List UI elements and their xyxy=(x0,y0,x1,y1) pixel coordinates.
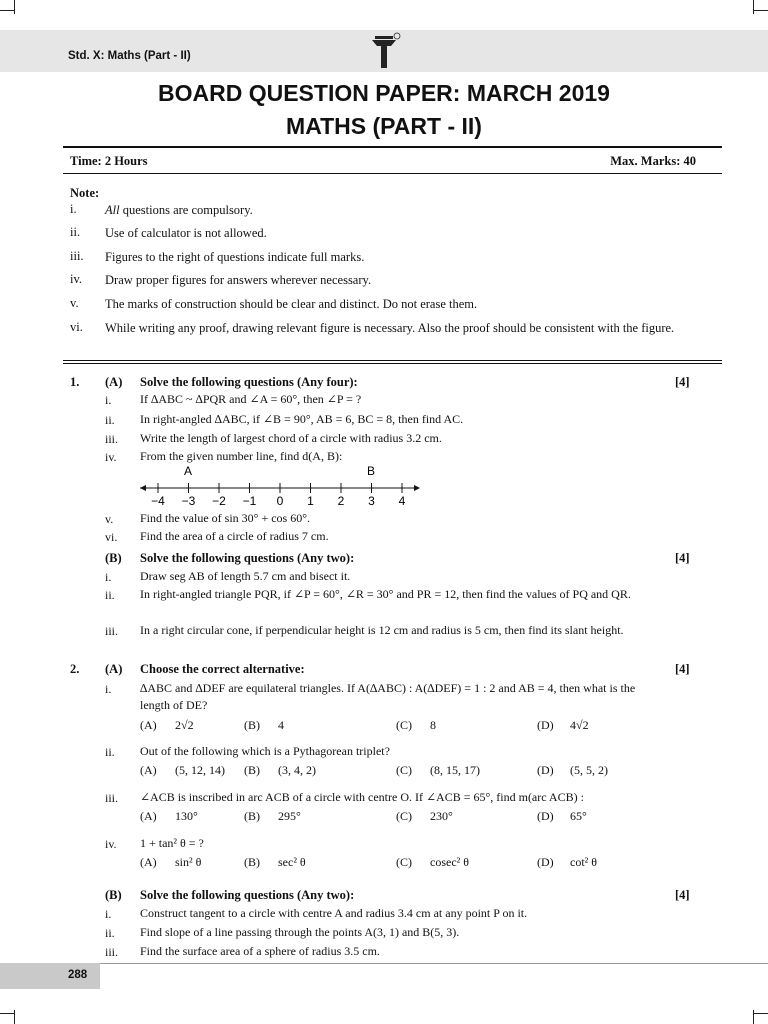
option-label: (A) xyxy=(140,855,157,869)
section-heading: Solve the following questions (Any two): xyxy=(140,888,355,902)
item-number: ii. xyxy=(105,745,115,759)
option-label: (A) xyxy=(140,763,157,777)
book-title: Std. X: Maths (Part - II) xyxy=(68,50,191,62)
item-number: vi. xyxy=(105,530,118,544)
divider xyxy=(63,146,722,148)
divider xyxy=(63,173,722,174)
section-heading: Choose the correct alternative: xyxy=(140,662,305,676)
question-text: From the given number line, find d(A, B): xyxy=(140,449,343,463)
item-number: iii. xyxy=(105,624,119,638)
crop-mark xyxy=(754,10,768,11)
option-label: (A) xyxy=(140,718,157,732)
note-number: ii. xyxy=(70,225,81,239)
note-number: i. xyxy=(70,202,77,216)
section-label: (B) xyxy=(105,888,122,902)
question-number: 2. xyxy=(70,662,80,676)
option-label: (C) xyxy=(396,718,412,732)
item-number: iv. xyxy=(105,837,117,851)
paper-title: BOARD QUESTION PAPER: MARCH 2019 xyxy=(158,80,610,106)
marks-badge: [4] xyxy=(675,888,690,902)
item-number: i. xyxy=(105,570,112,584)
item-number: v. xyxy=(105,512,114,526)
marks-badge: [4] xyxy=(675,375,690,389)
item-number: iv. xyxy=(105,450,117,464)
marks-badge: [4] xyxy=(675,551,690,565)
question-text: 1 + tan² θ = ? xyxy=(140,836,204,850)
question-text: Find slope of a line passing through the points A(3, 1) and B(5, 3). xyxy=(140,925,460,939)
question-text: ∆ABC and ∆DEF are equilateral triangles. If A(∆ABC) : A(∆DEF) = 1 : 2 and AB = 4, then what is the length of DE? xyxy=(140,681,636,712)
note-number: v. xyxy=(70,296,79,310)
number-line-tick-label: −4 xyxy=(151,494,165,508)
option-label: (D) xyxy=(537,718,554,732)
question-text: Out of the following which is a Pythagorean triplet? xyxy=(140,744,390,758)
number-line-tick-label: 2 xyxy=(337,494,345,508)
option-value: 65° xyxy=(570,809,587,823)
number-line-tick-label: 0 xyxy=(276,494,284,508)
point-a-label: A xyxy=(183,464,193,478)
item-number: ii. xyxy=(105,413,115,427)
option-value: 4 xyxy=(278,718,284,732)
option-value: cot² θ xyxy=(570,855,598,869)
publisher-logo-icon xyxy=(366,30,402,72)
item-number: iii. xyxy=(105,432,119,446)
option-label: (D) xyxy=(537,763,554,777)
question-text: Draw seg AB of length 5.7 cm and bisect it. xyxy=(140,569,351,583)
option-label: (C) xyxy=(396,763,412,777)
item-number: iii. xyxy=(105,791,119,805)
crop-mark xyxy=(0,1013,14,1014)
question-text: In a right circular cone, if perpendicular height is 12 cm and radius is 5 cm, then find its slant height. xyxy=(140,623,624,637)
option-value: sec² θ xyxy=(278,855,306,869)
item-number: i. xyxy=(105,393,112,407)
section-heading: Solve the following questions (Any two): xyxy=(140,551,355,565)
option-value: 230° xyxy=(430,809,453,823)
option-value: cosec² θ xyxy=(430,855,469,869)
option-value: (3, 4, 2) xyxy=(278,763,316,777)
note-text: While writing any proof, drawing relevant figure is necessary. Also the proof should be consistent with the figure. xyxy=(105,321,675,335)
crop-mark xyxy=(753,0,754,14)
option-label: (C) xyxy=(396,809,412,823)
note-text: The marks of construction should be clear and distinct. Do not erase them. xyxy=(105,297,478,311)
divider xyxy=(63,360,722,361)
option-value: 8 xyxy=(430,718,436,732)
marks-badge: [4] xyxy=(675,662,690,676)
option-value: (8, 15, 17) xyxy=(430,763,480,777)
crop-mark xyxy=(754,1013,768,1014)
item-number: ii. xyxy=(105,926,115,940)
point-b-label: B xyxy=(366,464,376,478)
note-text: All questions are compulsory. xyxy=(105,203,253,217)
item-number: ii. xyxy=(105,588,115,602)
question-text: Find the value of sin 30° + cos 60°. xyxy=(140,511,311,525)
question-text: ∠ACB is inscribed in arc ACB of a circle with centre O. If ∠ACB = 65°, find m(arc ACB) : xyxy=(140,790,584,804)
option-value: 130° xyxy=(175,809,198,823)
crop-mark xyxy=(14,0,15,14)
section-heading: Solve the following questions (Any four): xyxy=(140,375,358,389)
note-number: iii. xyxy=(70,249,84,263)
option-label: (B) xyxy=(244,763,260,777)
question-text: Find the surface area of a sphere of radius 3.5 cm. xyxy=(140,944,380,958)
option-label: (B) xyxy=(244,855,260,869)
item-number: i. xyxy=(105,907,112,921)
question-text: Find the area of a circle of radius 7 cm. xyxy=(140,529,329,543)
question-number: 1. xyxy=(70,375,80,389)
note-text: Figures to the right of questions indicate full marks. xyxy=(105,250,365,264)
time-label: Time: 2 Hours xyxy=(70,154,148,168)
question-text: In right-angled ∆ABC, if ∠B = 90°, AB = 6, BC = 8, then find AC. xyxy=(140,412,464,426)
page-number: 288 xyxy=(68,969,88,981)
number-line xyxy=(138,462,428,508)
question-text: Construct tangent to a circle with centre A and radius 3.4 cm at any point P on it. xyxy=(140,906,528,920)
note-number: vi. xyxy=(70,320,83,334)
crop-mark xyxy=(753,1010,754,1024)
note-text: Draw proper figures for answers wherever necessary. xyxy=(105,273,372,287)
option-label: (B) xyxy=(244,718,260,732)
option-label: (A) xyxy=(140,809,157,823)
item-number: iii. xyxy=(105,945,119,959)
option-value: sin² θ xyxy=(175,855,202,869)
divider xyxy=(63,363,722,364)
number-line-tick-label: −3 xyxy=(181,494,196,508)
number-line-tick-label: 4 xyxy=(398,494,406,508)
note-text: Use of calculator is not allowed. xyxy=(105,226,267,240)
option-value: (5, 12, 14) xyxy=(175,763,225,777)
option-value: (5, 5, 2) xyxy=(570,763,608,777)
item-number: i. xyxy=(105,682,112,696)
question-text: Write the length of largest chord of a circle with radius 3.2 cm. xyxy=(140,431,442,445)
number-line-tick-label: 1 xyxy=(307,494,314,508)
section-label: (A) xyxy=(105,375,123,389)
crop-mark xyxy=(14,1010,15,1024)
question-text: If ∆ABC ~ ∆PQR and ∠A = 60°, then ∠P = ? xyxy=(140,392,362,406)
option-value: 2√2 xyxy=(175,718,194,732)
option-label: (D) xyxy=(537,855,554,869)
number-line-tick-label: −2 xyxy=(212,494,226,508)
option-value: 295° xyxy=(278,809,301,823)
number-line-tick-label: 3 xyxy=(368,494,375,508)
crop-mark xyxy=(0,10,14,11)
option-label: (D) xyxy=(537,809,554,823)
footer-rule xyxy=(100,963,768,964)
option-label: (C) xyxy=(396,855,412,869)
section-label: (B) xyxy=(105,551,122,565)
section-label: (A) xyxy=(105,662,123,676)
question-text: In right-angled triangle PQR, if ∠P = 60°, ∠R = 30° and PR = 12, then find the values of PQ and QR. xyxy=(140,587,631,601)
option-value: 4√2 xyxy=(570,718,589,732)
option-label: (B) xyxy=(244,809,260,823)
max-marks-label: Max. Marks: 40 xyxy=(610,154,696,168)
paper-subtitle: MATHS (PART - II) xyxy=(286,113,482,139)
note-number: iv. xyxy=(70,272,83,286)
number-line-tick-label: −1 xyxy=(242,494,257,508)
note-label: Note: xyxy=(70,186,100,200)
